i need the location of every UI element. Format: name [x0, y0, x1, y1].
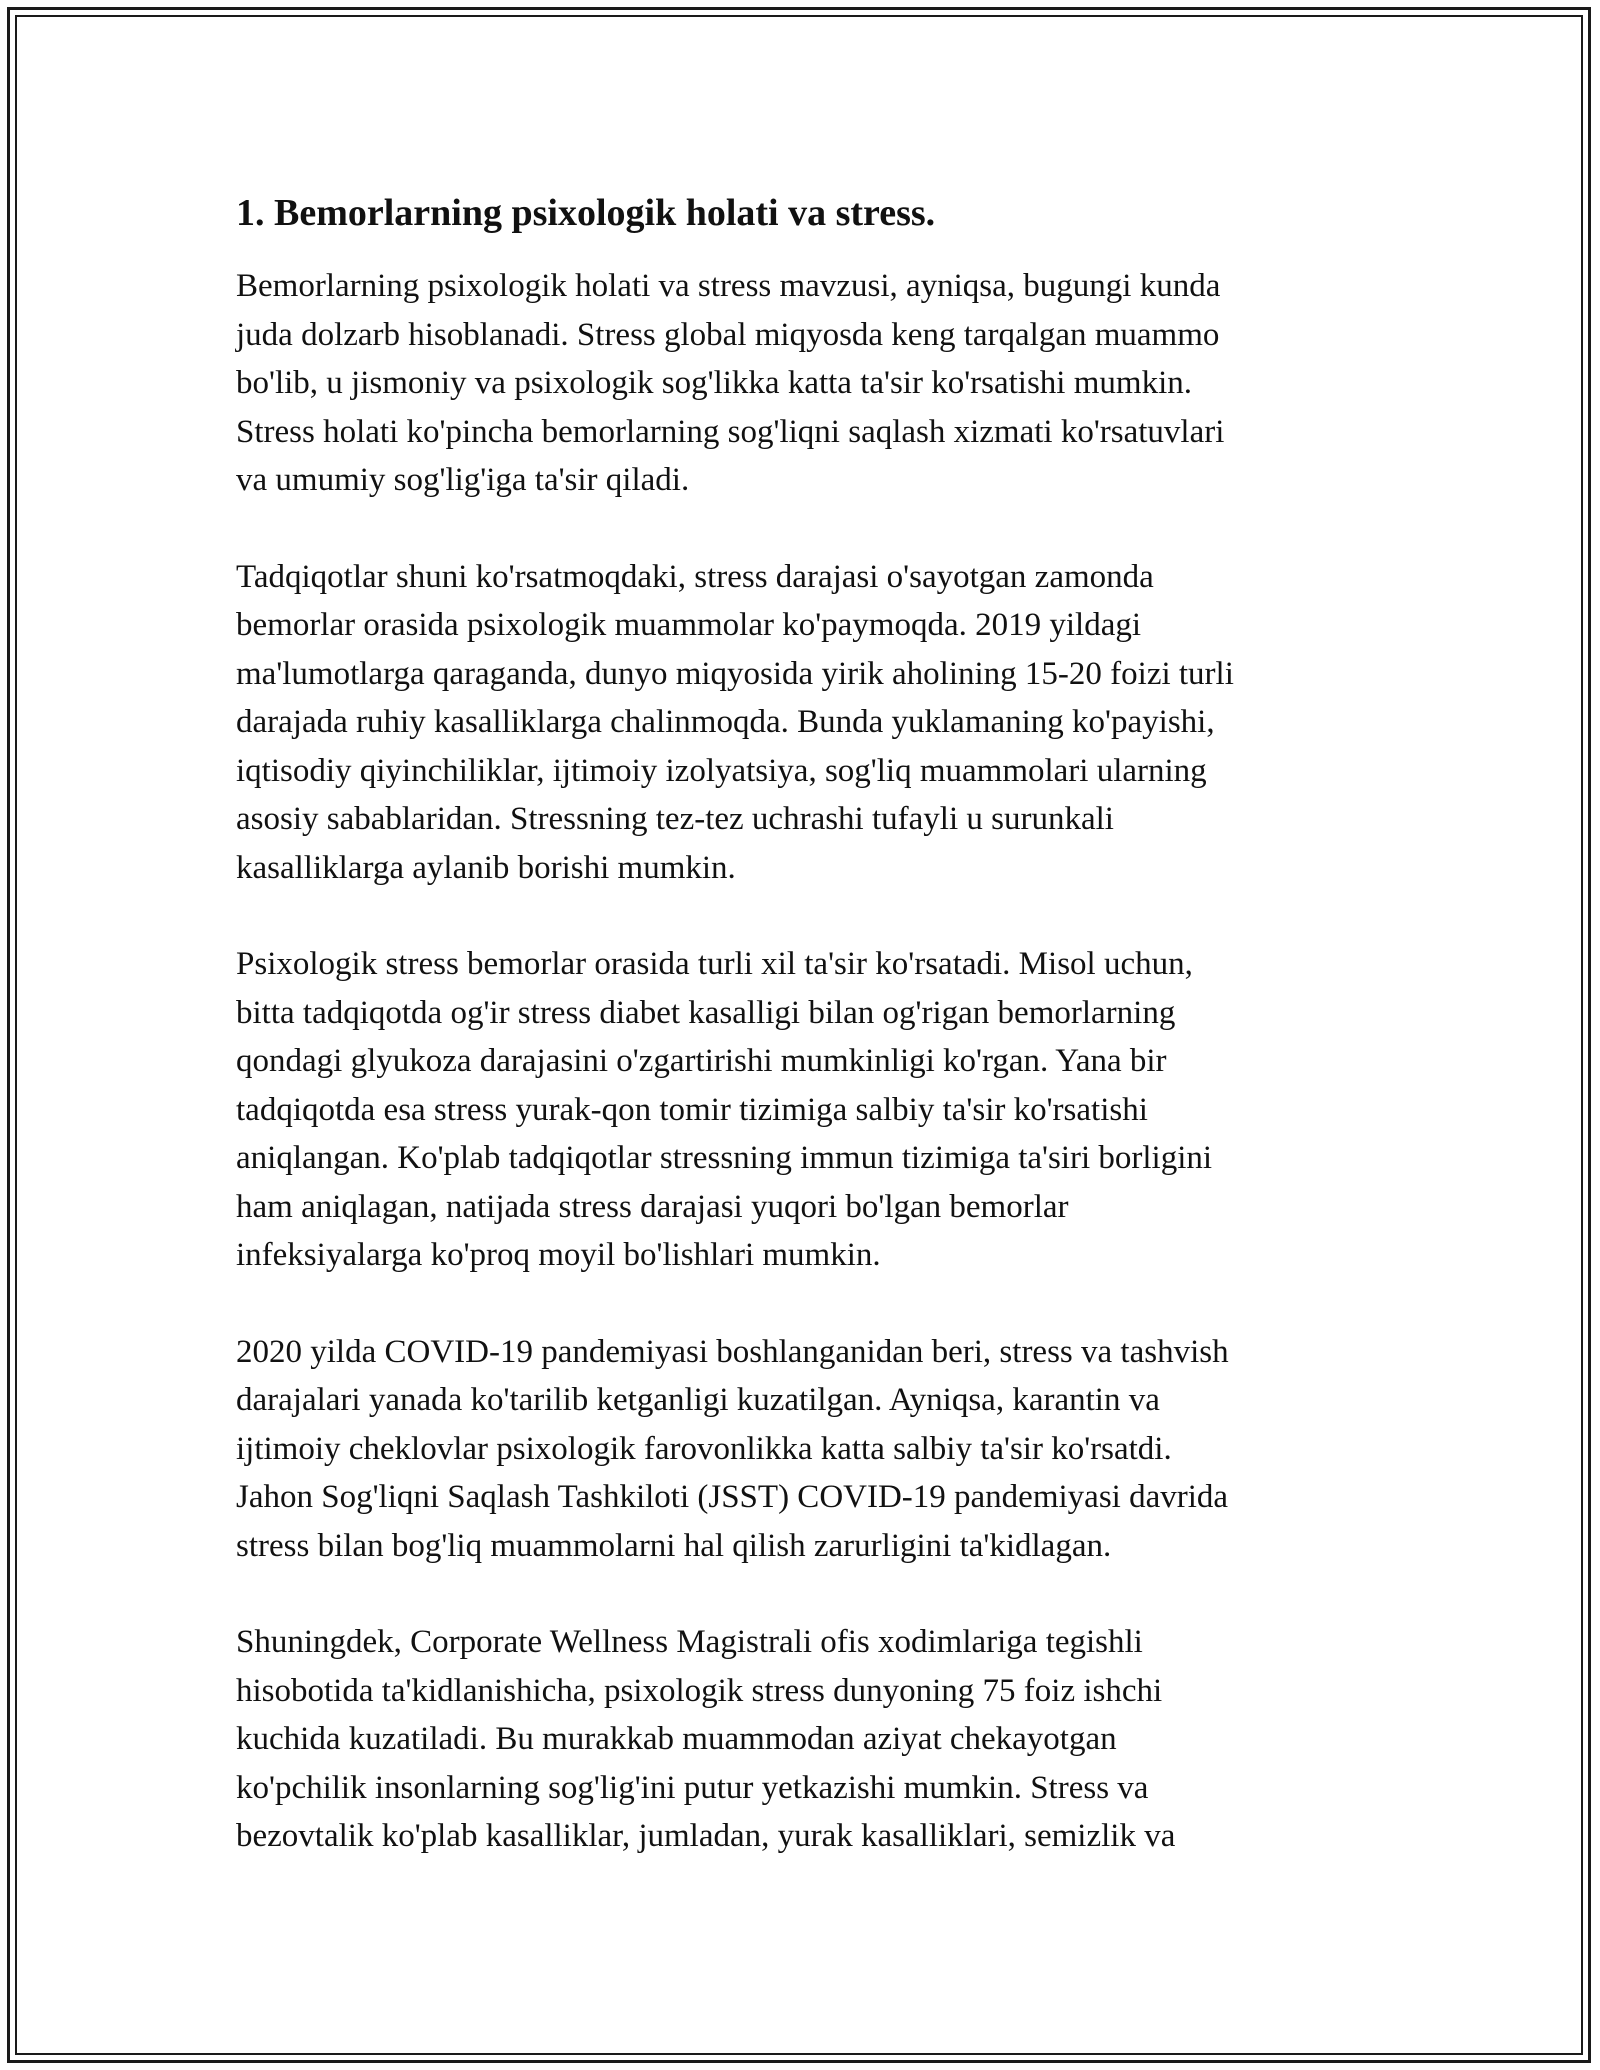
paragraph-4	[236, 1328, 1366, 1571]
text-line: tadqiqotda esa stress yurak-qon tomir tizimiga salbiy ta'sir ko'rsatishi	[236, 1091, 1148, 1128]
text-line: Shuningdek, Corporate Wellness Magistrali ofis xodimlariga tegishli	[236, 1624, 1143, 1660]
text-line: ijtimoiy cheklovlar psixologik farovonlikka katta salbiy ta'sir ko'rsatdi.	[236, 1430, 1172, 1467]
paragraph-5	[236, 1618, 1366, 1861]
section-heading: 1. Bemorlarning psixologik holati va stress.	[236, 192, 936, 234]
text-line: aniqlangan. Ko'plab tadqiqotlar stressning immun tizimiga ta'siri borligini	[236, 1140, 1213, 1176]
document-page	[236, 186, 1366, 1909]
text-line: ma'lumotlarga qaraganda, dunyo miqyosida yirik aholining 15-20 foizi turli	[236, 655, 1234, 692]
text-line: bo'lib, u jismoniy va psixologik sog'likka katta ta'sir ko'rsatishi mumkin.	[236, 365, 1192, 401]
text-line: Stress holati ko'pincha bemorlarning sog'liqni saqlash xizmati ko'rsatuvlari	[236, 413, 1225, 450]
text-line: bitta tadqiqotda og'ir stress diabet kasalligi bilan og'rigan bemorlarning	[236, 994, 1176, 1031]
text-line: ko'pchilik insonlarning sog'lig'ini putur yetkazishi mumkin. Stress va	[236, 1769, 1149, 1806]
text-line: iqtisodiy qiyinchiliklar, ijtimoiy izolyatsiya, sog'liq muammolari ularning	[236, 752, 1207, 789]
text-line: infeksiyalarga ko'proq moyil bo'lishlari mumkin.	[236, 1237, 881, 1273]
text-line: Bemorlarning psixologik holati va stress mavzusi, ayniqsa, bugungi kunda	[236, 268, 1221, 304]
text-line: kasalliklarga aylanib borishi mumkin.	[236, 849, 736, 886]
text-line: stress bilan bog'liq muammolarni hal qilish zarurligini ta'kidlagan.	[236, 1527, 1112, 1564]
text-line: hisobotida ta'kidlanishicha, psixologik stress dunyoning 75 foiz ishchi	[236, 1672, 1163, 1709]
text-line: bemorlar orasida psixologik muammolar ko'paymoqda. 2019 yildagi	[236, 607, 1142, 643]
text-line: 2020 yilda COVID-19 pandemiyasi boshlanganidan beri, stress va tashvish	[236, 1333, 1229, 1370]
text-line: darajada ruhiy kasalliklarga chalinmoqda. Bunda yuklamaning ko'payishi,	[236, 704, 1215, 740]
text-line: juda dolzarb hisoblanadi. Stress global miqyosda keng tarqalgan muammo	[236, 316, 1220, 353]
paragraph-2	[236, 553, 1366, 893]
paragraph-3	[236, 940, 1366, 1280]
text-line: kuchida kuzatiladi. Bu murakkab muammodan aziyat chekayotgan	[236, 1721, 1117, 1757]
text-line: va umumiy sog'lig'iga ta'sir qiladi.	[236, 462, 690, 498]
text-line: Jahon Sog'liqni Saqlash Tashkiloti (JSST) COVID-19 pandemiyasi davrida	[236, 1479, 1229, 1515]
paragraph-1	[236, 262, 1366, 505]
text-line: bezovtalik ko'plab kasalliklar, jumladan, yurak kasalliklari, semizlik va	[236, 1818, 1176, 1854]
text-line: Psixologik stress bemorlar orasida turli xil ta'sir ko'rsatadi. Misol uchun,	[236, 946, 1193, 982]
text-line: ham aniqlagan, natijada stress darajasi yuqori bo'lgan bemorlar	[236, 1188, 1069, 1225]
text-line: Tadqiqotlar shuni ko'rsatmoqdaki, stress darajasi o'sayotgan zamonda	[236, 558, 1154, 595]
text-line: qondagi glyukoza darajasini o'zgartirishi mumkinligi ko'rgan. Yana bir	[236, 1043, 1167, 1079]
text-line: asosiy sabablaridan. Stressning tez-tez uchrashi tufayli u surunkali	[236, 801, 1114, 837]
text-line: darajalari yanada ko'tarilib ketganligi kuzatilgan. Ayniqsa, karantin va	[236, 1382, 1160, 1418]
